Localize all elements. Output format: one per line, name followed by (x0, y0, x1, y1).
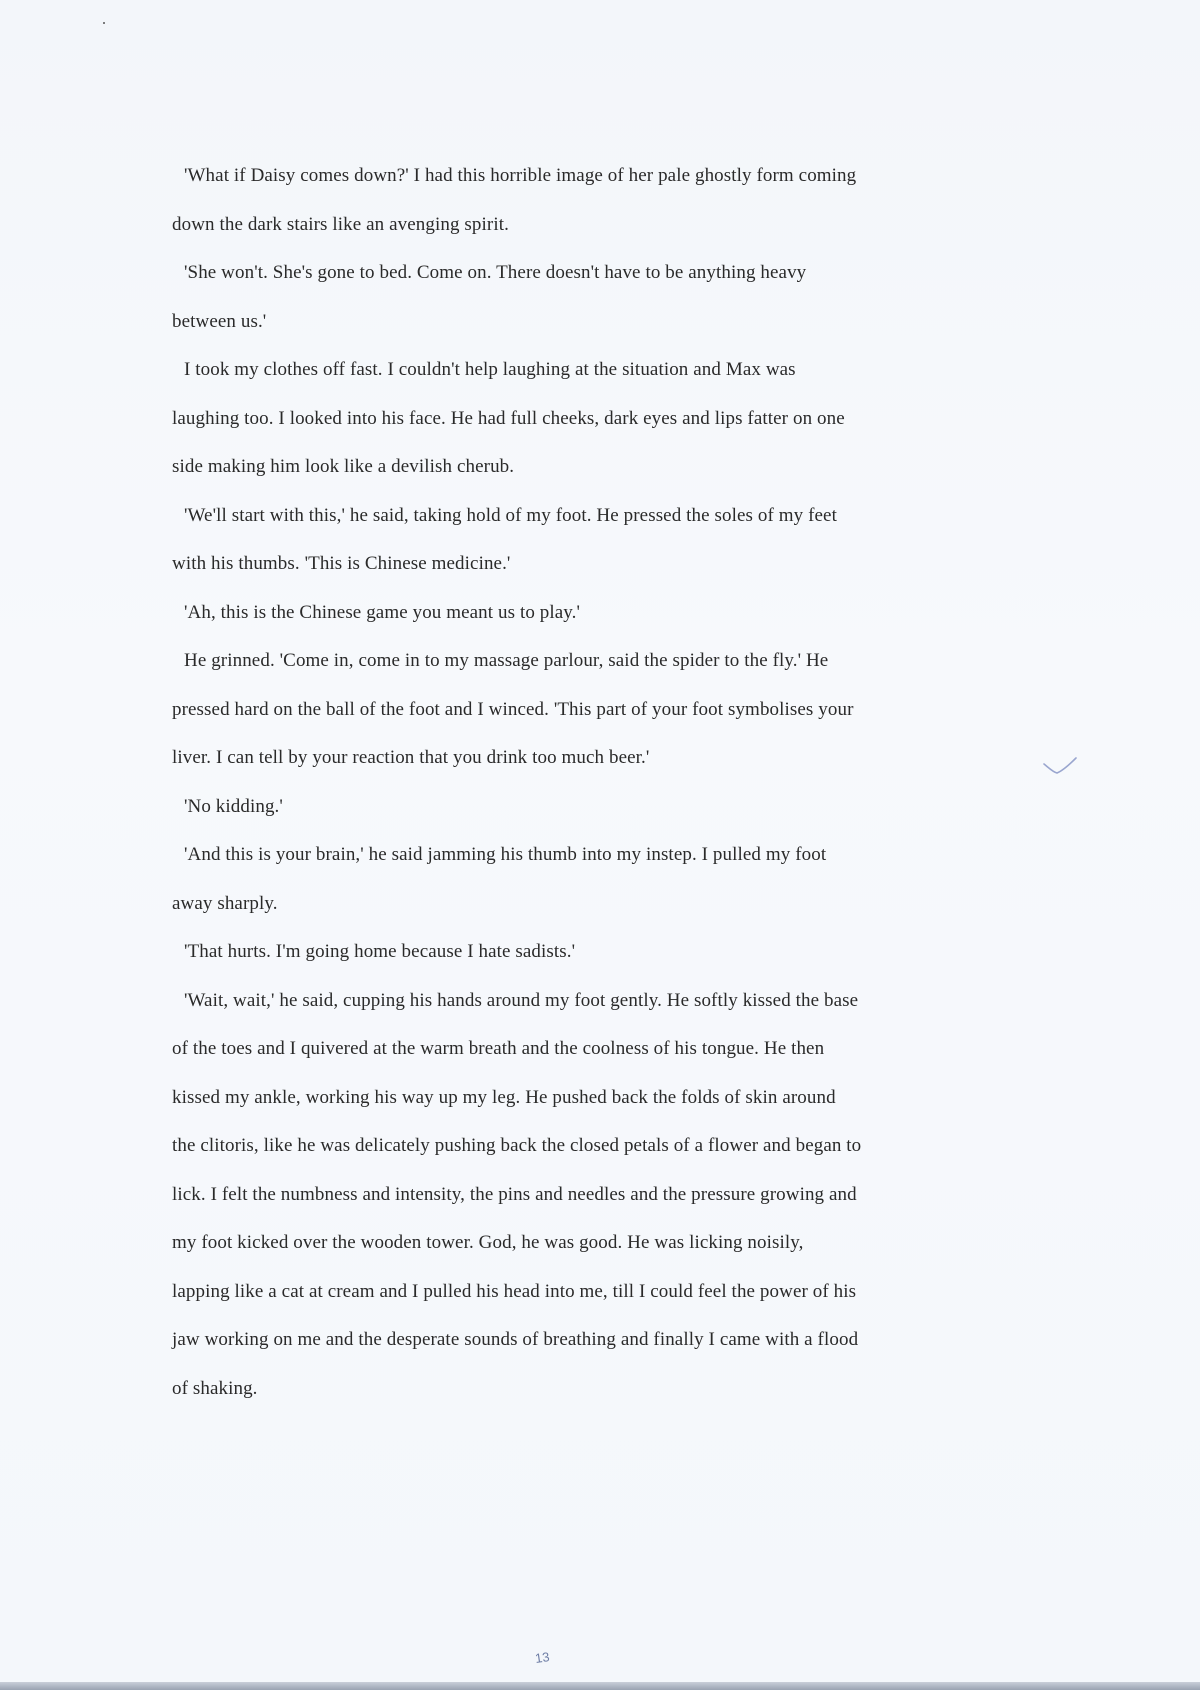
text-line: 'She won't. She's gone to bed. Come on. There doesn't have to be anything heavy (184, 262, 807, 283)
text-line: 'Ah, this is the Chinese game you meant us to play.' (184, 601, 581, 623)
scan-bottom-edge (0, 1682, 1200, 1690)
text-line: of the toes and I quivered at the warm breath and the coolness of his tongue. He then (172, 1038, 825, 1059)
text-line: 'Wait, wait,' he said, cupping his hands around my foot gently. He softly kissed the base (184, 989, 859, 1011)
text-line: 'That hurts. I'm going home because I hate sadists.' (184, 941, 576, 962)
text-line: side making him look like a devilish cherub. (172, 456, 515, 477)
text-line: between us.' (172, 310, 267, 332)
text-line: the clitoris, like he was delicately pushing back the closed petals of a flower and began to (172, 1135, 862, 1156)
page-number: 13 (534, 1649, 551, 1666)
text-line: I took my clothes off fast. I couldn't help laughing at the situation and Max was (184, 359, 796, 380)
text-line: my foot kicked over the wooden tower. God, he was good. He was licking noisily, (172, 1232, 804, 1253)
text-line: down the dark stairs like an avenging spirit. (172, 213, 509, 235)
scan-speck (103, 22, 105, 24)
text-line: 'No kidding.' (184, 795, 283, 817)
text-line: kissed my ankle, working his way up my leg. He pushed back the folds of skin around (172, 1086, 836, 1108)
text-line: lick. I felt the numbness and intensity, the pins and needles and the pressure growing and (172, 1183, 857, 1205)
text-line: pressed hard on the ball of the foot and I winced. 'This part of your foot symbolises your (172, 698, 854, 720)
text-line: of shaking. (172, 1377, 258, 1399)
text-line: laughing too. I looked into his face. He had full cheeks, dark eyes and lips fatter on one (172, 407, 845, 429)
text-line: jaw working on me and the desperate sounds of breathing and finally I came with a flood (172, 1329, 859, 1350)
text-line: liver. I can tell by your reaction that you drink too much beer.' (172, 747, 650, 768)
text-line: away sharply. (172, 892, 278, 914)
handwritten-tick-mark (1040, 752, 1080, 782)
text-line: 'We'll start with this,' he said, taking hold of my foot. He pressed the soles of my feet (184, 504, 837, 526)
body-text (172, 152, 1072, 1413)
text-line: 'What if Daisy comes down?' I had this horrible image of her pale ghostly form coming (184, 165, 857, 186)
text-line: He grinned. 'Come in, come in to my massage parlour, said the spider to the fly.' He (184, 650, 829, 671)
text-line: with his thumbs. 'This is Chinese medicine.' (172, 553, 511, 574)
text-line: 'And this is your brain,' he said jamming his thumb into my instep. I pulled my foot (184, 844, 827, 865)
text-line: lapping like a cat at cream and I pulled his head into me, till I could feel the power of his (172, 1280, 857, 1302)
